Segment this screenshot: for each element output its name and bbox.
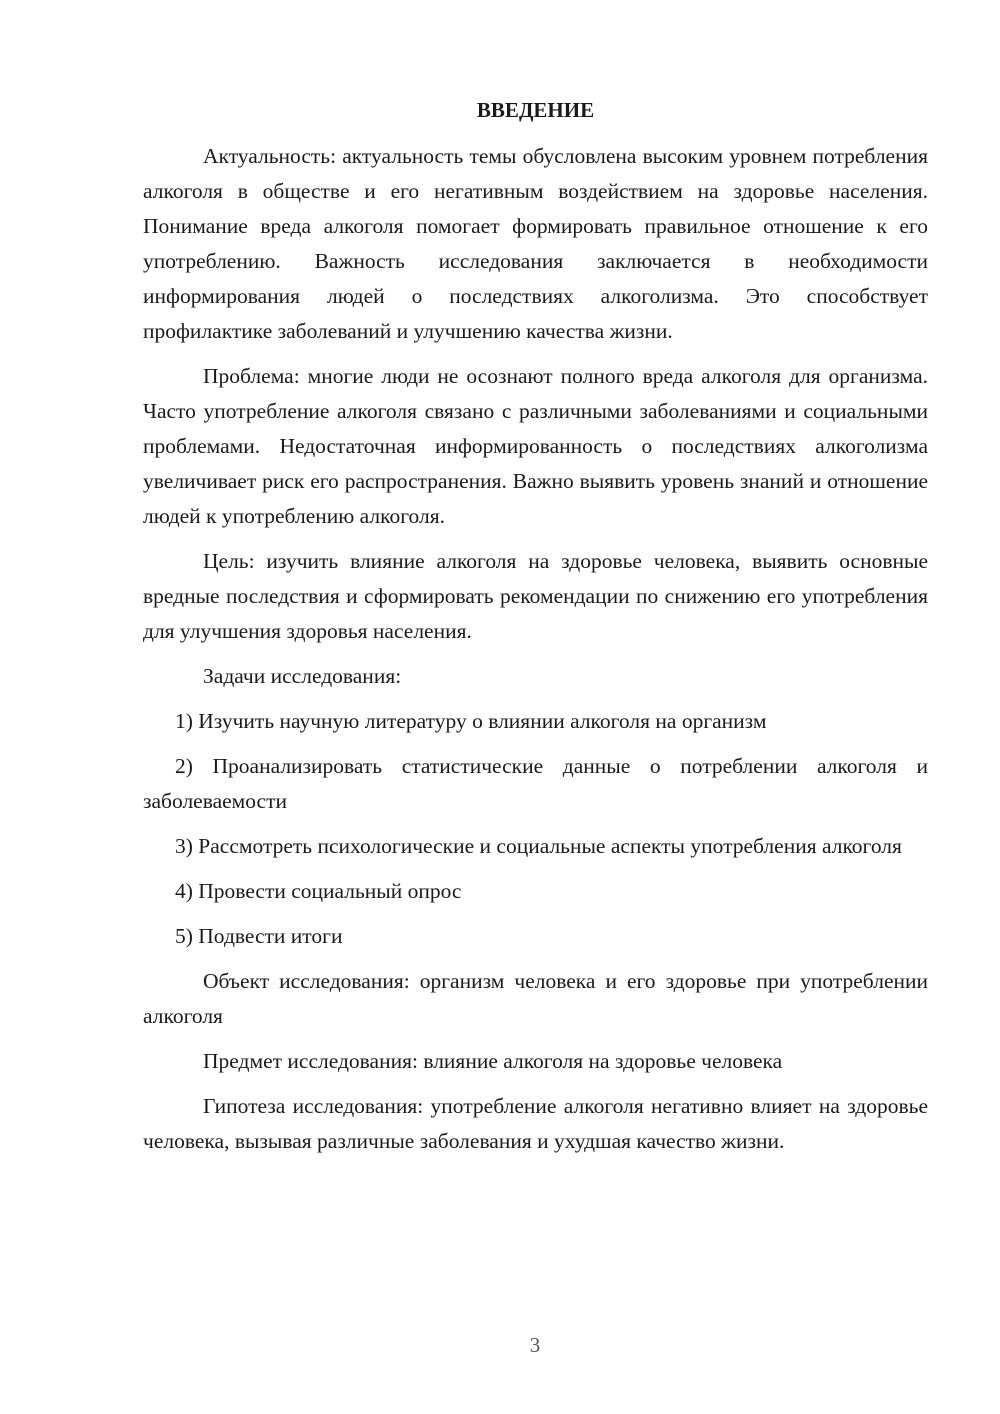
subject-paragraph: Предмет исследования: влияние алкоголя на здоровье человека: [203, 1049, 783, 1073]
object-paragraph: Объект исследования: организм человека и его здоровье при употреблении алкоголя: [143, 969, 928, 1028]
section-heading: ВВЕДЕНИЕ: [476, 98, 595, 122]
page-content: [143, 93, 928, 1169]
task-item: 4) Провести социальный опрос: [175, 879, 462, 903]
page-number: 3: [529, 1333, 541, 1357]
task-item: 2) Проанализировать статистические данные о потреблении алкоголя и заболеваемости: [143, 754, 928, 813]
task-item: 5) Подвести итоги: [175, 924, 343, 948]
task-item: 3) Рассмотреть психологические и социальные аспекты употребления алкоголя: [175, 834, 902, 858]
tasks-heading: Задачи исследования:: [203, 664, 402, 688]
task-item: 1) Изучить научную литературу о влиянии алкоголя на организм: [175, 709, 767, 733]
goal-paragraph: Цель: изучить влияние алкоголя на здоровье человека, выявить основные вредные последствия и сформировать рекомендации по снижению его употребления для улучшения здоровья населения.: [143, 549, 928, 643]
problem-paragraph: Проблема: многие люди не осознают полного вреда алкоголя для организма. Часто употребление алкоголя связано с различными заболеваниями и социальными проблемами. Недостаточная информированность о последствиях алкоголизма увеличивает риск его распространения. Важно выявить уровень знаний и отношение людей к употреблению алкоголя.: [143, 364, 928, 528]
relevance-paragraph: Актуальность: актуальность темы обусловлена высоким уровнем потребления алкоголя в обществе и его негативным воздействием на здоровье населения. Понимание вреда алкоголя помогает формировать правильное отношение к его употреблению. Важность исследования заключается в необходимости информирования людей о последствиях алкоголизма. Это способствует профилактике заболеваний и улучшению качества жизни.: [143, 144, 928, 343]
hypothesis-paragraph: Гипотеза исследования: употребление алкоголя негативно влияет на здоровье человека, вызывая различные заболевания и ухудшая качество жизни.: [143, 1094, 928, 1153]
